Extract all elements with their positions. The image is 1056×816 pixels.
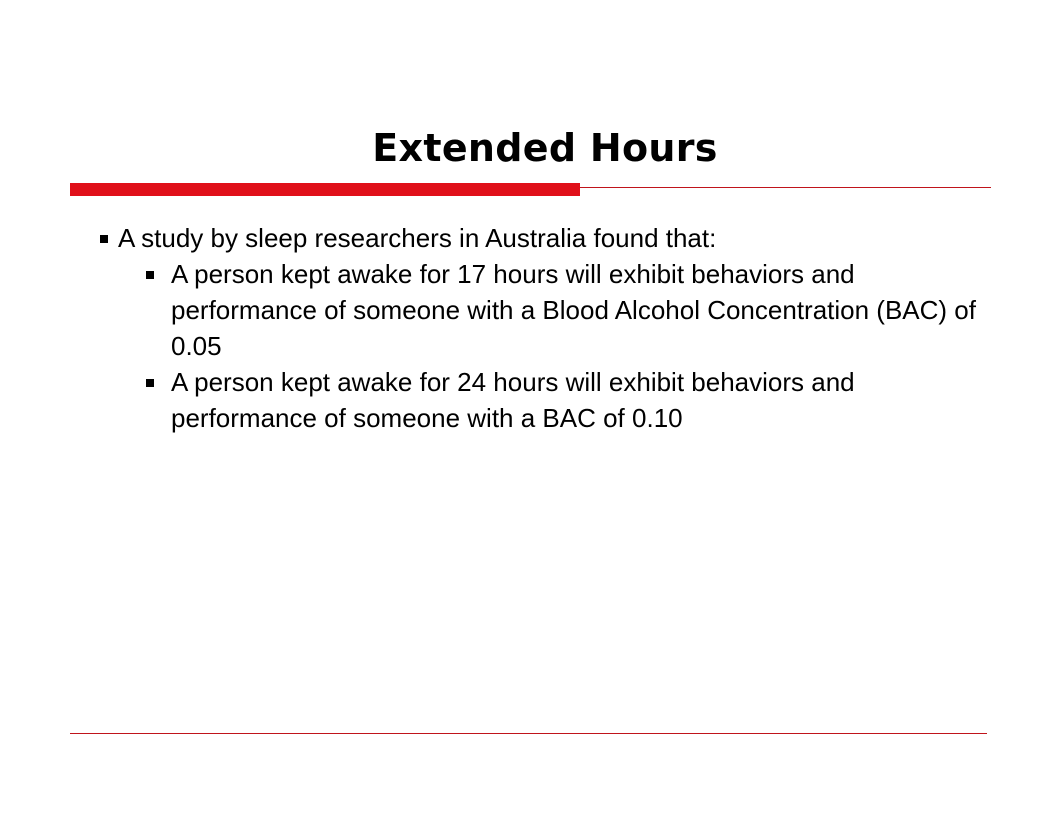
square-bullet-icon	[146, 271, 154, 279]
sub-bullet-item-17-hours	[100, 256, 980, 364]
sub-bullet-text: A person kept awake for 17 hours will exhibit behaviors and performance of someone with a Blood Alcohol Concentration (BAC) of 0.05	[171, 259, 976, 361]
sub-bullet-text: A person kept awake for 24 hours will exhibit behaviors and performance of someone with a BAC of 0.10	[171, 367, 855, 433]
footer-divider	[70, 733, 987, 734]
square-bullet-icon	[146, 379, 154, 387]
slide-title: Extended Hours	[372, 126, 718, 170]
bullet-text: A study by sleep researchers in Australia found that:	[118, 223, 717, 253]
title-underline-thick	[70, 183, 580, 196]
sub-bullet-item-24-hours	[100, 364, 980, 436]
bullet-item-study	[100, 220, 980, 256]
title-underline-thin	[580, 187, 991, 188]
square-bullet-icon	[100, 235, 108, 243]
slide-body	[100, 220, 980, 436]
